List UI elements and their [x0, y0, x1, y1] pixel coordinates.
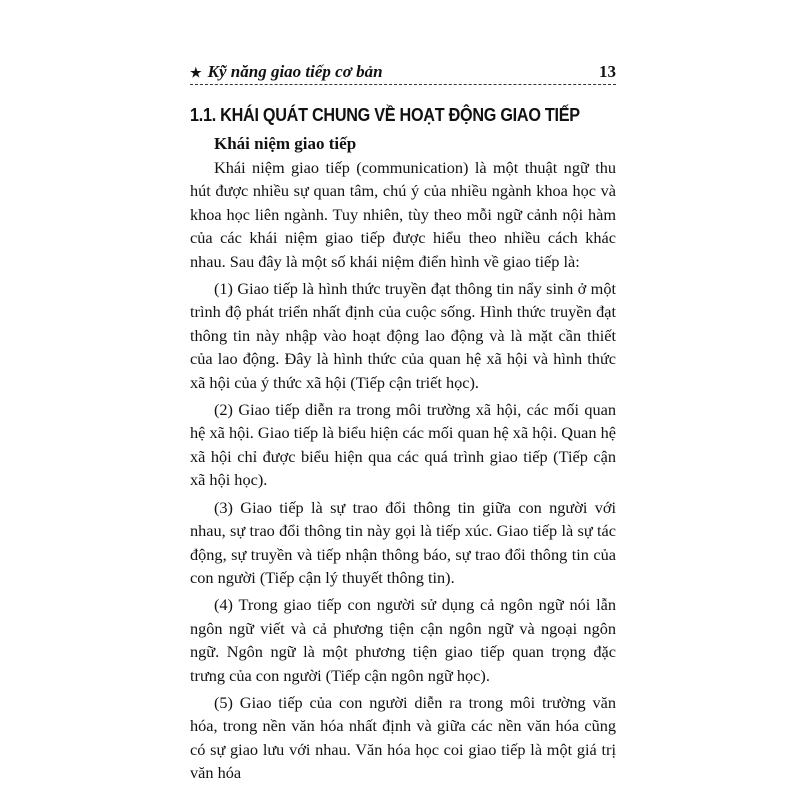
- section-heading: 1.1. KHÁI QUÁT CHUNG VỀ HOẠT ĐỘNG GIAO TIẾP: [190, 105, 580, 125]
- book-title: Kỹ năng giao tiếp cơ bản: [207, 62, 383, 81]
- running-header: [190, 60, 616, 85]
- paragraph-5: (5) Giao tiếp của con người diễn ra trong môi trường văn hóa, trong nền văn hóa nhất định và giữa các nền văn hóa cũng có sự giao lưu với nhau. Văn hóa học coi giao tiếp là một giá trị văn hóa: [190, 692, 616, 783]
- paragraph-2: (2) Giao tiếp diễn ra trong môi trường xã hội, các mối quan hệ xã hội. Giao tiếp là biểu hiện các mối quan hệ xã hội. Quan hệ xã hội chỉ được biểu hiện qua các quá trình giao tiếp (Tiếp cận xã hội học).: [190, 400, 616, 490]
- paragraph-3: (3) Giao tiếp là sự trao đổi thông tin giữa con người với nhau, sự trao đổi thông tin này gọi là tiếp xúc. Giao tiếp là sự tác động, sự truyền và tiếp nhận thông báo, sự trao đổi thông tin của con người (Tiếp cận lý thuyết thông tin).: [190, 497, 616, 587]
- star-icon: ★: [190, 65, 202, 80]
- running-header-title: [190, 62, 383, 82]
- paragraph-intro: Khái niệm giao tiếp (communication) là một thuật ngữ thu hút được nhiều sự quan tâm, chú ý của nhiều ngành khoa học và khoa học liên ngành. Tuy nhiên, tùy theo mỗi ngữ cảnh nội hàm của các khái niệm giao tiếp được hiểu theo nhiều cách khác nhau. Sau đây là một số khái niệm điển hình về giao tiếp là:: [190, 158, 616, 271]
- sub-heading: Khái niệm giao tiếp: [214, 134, 357, 153]
- book-page: [190, 60, 616, 785]
- paragraph-1: (1) Giao tiếp là hình thức truyền đạt thông tin nẩy sinh ở một trình độ phát triển nhất định của cuộc sống. Hình thức truyền đạt thông tin này nhập vào hoạt động lao động và là mặt cần thiết của lao động. Đây là hình thức của quan hệ xã hội và hình thức xã hội của ý thức xã hội (Tiếp cận triết học).: [190, 279, 616, 392]
- page-number: 13: [599, 62, 616, 81]
- paragraph-4: (4) Trong giao tiếp con người sử dụng cả ngôn ngữ nói lẫn ngôn ngữ viết và cả phương tiện cận ngôn ngữ và ngoại ngôn ngữ. Ngôn ngữ là một phương tiện giao tiếp quan trọng đặc trưng của con người (Tiếp cận ngôn ngữ học).: [190, 595, 616, 685]
